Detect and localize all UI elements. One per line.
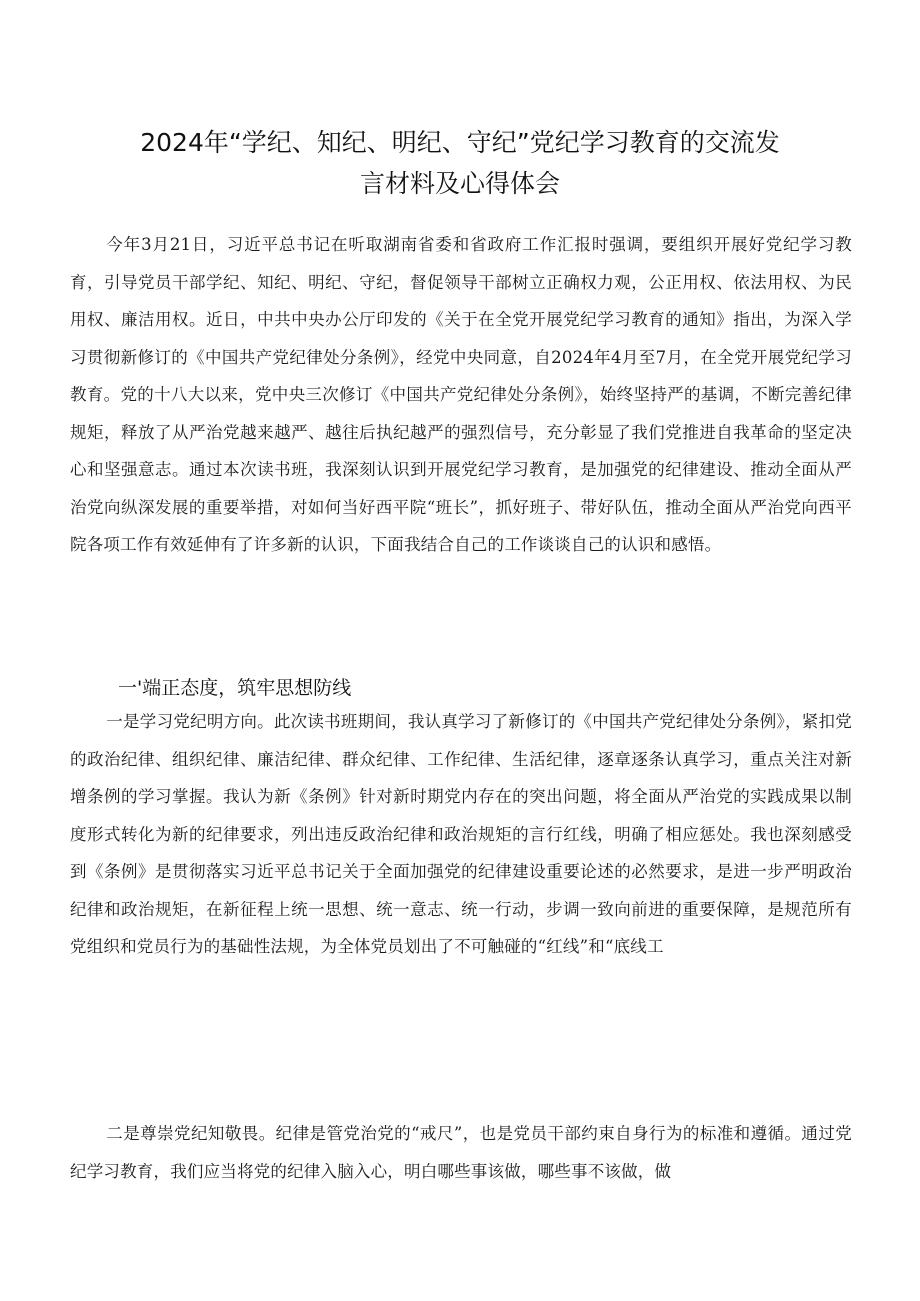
document-title: [100, 122, 820, 204]
section-heading: 一'端正态度，筑牢思想防线: [118, 677, 352, 699]
body-paragraph-1: 一是学习党纪明方向。此次读书班期间，我认真学习了新修订的《中国共产党纪律处分条例》，紧扣党的政治纪律、组织纪律、廉洁纪律、群众纪律、工作纪律、生活纪律，逐章逐条认真学习，重点关注对新增条例的学习掌握。我认为新《条例》针对新时期党内存在的突出问题，将全面从严治党的实践成果以制度形式转化为新的纪律要求，列出违反政治纪律和政治规矩的言行红线，明确了相应惩处。我也深刻感受到《条例》是贯彻落实习近平总书记关于全面加强党的纪律建设重要论述的必然要求，是进一步严明政治纪律和政治规矩，在新征程上统一思想、统一意志、统一行动，步调一致向前进的重要保障，是规范所有党组织和党员行为的基础性法规，为全体党员划出了不可触碰的“红线”和“底线工: [70, 712, 852, 956]
body-paragraph-2: 二是尊崇党纪知敬畏。纪律是管党治党的“戒尺”，也是党员干部约束自身行为的标准和遵循。通过党纪学习教育，我们应当将党的纪律入脑入心，明白哪些事该做，哪些事不该做，做: [70, 1124, 852, 1181]
intro-paragraph: 今年3月21日，习近平总书记在听取湖南省委和省政府工作汇报时强调，要组织开展好党纪学习教育，引导党员干部学纪、知纪、明纪、守纪，督促领导干部树立正确权力观，公正用权、依法用权、为民用权、廉洁用权。近日，中共中央办公厅印发的《关于在全党开展党纪学习教育的通知》指出，为深入学习贯彻新修订的《中国共产党纪律处分条例》，经党中央同意，自2024年4月至7月，在全党开展党纪学习教育。党的十八大以来，党中央三次修订《中国共产党纪律处分条例》，始终坚持严的基调，不断完善纪律规矩，释放了从严治党越来越严、越往后执纪越严的强烈信号，充分彰显了我们党推进自我革命的坚定决心和坚强意志。通过本次读书班，我深刻认识到开展党纪学习教育，是加强党的纪律建设、推动全面从严治党向纵深发展的重要举措，对如何当好西平院“班长”，抓好班子、带好队伍，推动全面从严治党向西平院各项工作有效延伸有了许多新的认识，下面我结合自己的工作谈谈自己的认识和感悟。: [70, 235, 852, 554]
title-line-2: 言材料及心得体会: [359, 169, 560, 198]
title-line-1: 2024年“学纪、知纪、明纪、守纪”党纪学习教育的交流发: [140, 128, 780, 157]
